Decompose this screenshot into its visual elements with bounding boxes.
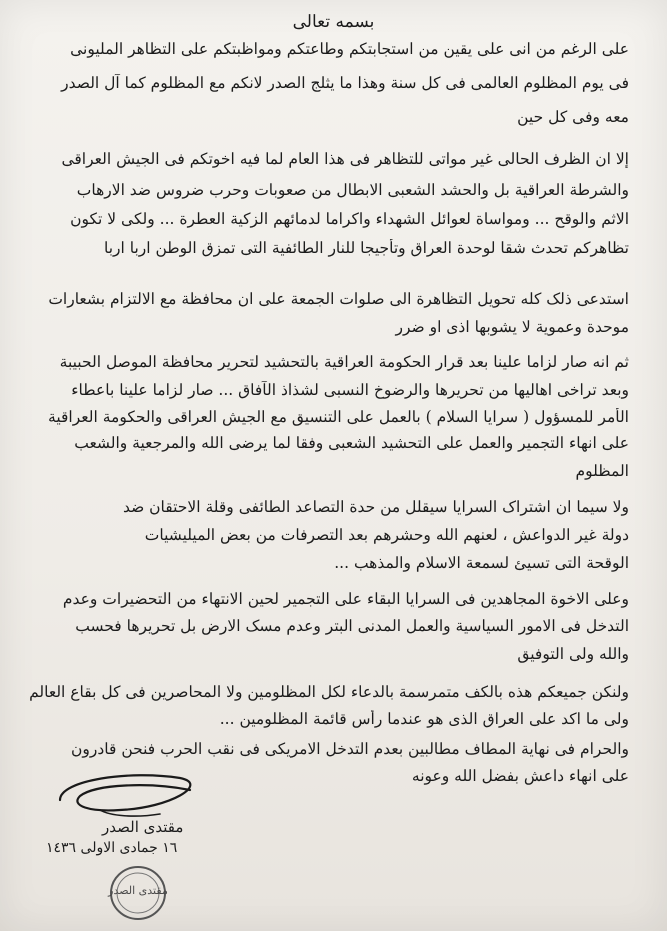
official-seal [108, 864, 168, 922]
signatory-name: مقتدى الصدر [102, 818, 184, 836]
letter-line: دولة غیر الدواعش ، لعنهم الله وحشرهم بعد التصرفات من بعض المیلیشیات [144, 526, 629, 544]
letter-line: ثم انه صار لزاما علینا بعد قرار الحکومة العراقیة بالتحشید لتحریر محافظة الموصل الحبیبة [59, 353, 629, 371]
letter-line: التدخل فی الامور السیاسیة والعمل المدنی البتر وعدم مسک الارض بل تحریرها فحسب [75, 617, 629, 635]
signature-date: ١٦ جمادى الاولى ١٤٣٦ [46, 840, 178, 856]
letter-line: وعلی الاخوة المجاهدین فی السرایا البقاء علی التجمیر لحین الانتهاء من التحضیرات وعدم [62, 590, 629, 608]
letter-line: وبعد تراخی اهالیها من تحریرها والرضوخ النسبی لشذاذ الآفاق ... صار لزاما علینا باعطاء [71, 381, 629, 399]
letter-line: تظاهرکم تحدث شقا لوحدة العراق وتأجیجا للنار الطائفیة التی تمزق الوطن اربا اربا [103, 239, 629, 257]
letter-line: والشرطة العراقیة بل والحشد الشعبی الابطال من صعوبات وحرب ضروس ضد الارهاب [76, 181, 629, 199]
letter-line: المظلوم [575, 462, 629, 480]
letter-line: الوقحة التی تسیئ لسمعة الاسلام والمذهب ... [334, 554, 629, 572]
letter-line: علی الرغم من انی علی یقین من استجابتکم وطاعتکم ومواظبتکم علی التظاهر الملیونی [70, 40, 629, 58]
letter-line: والحرام فی نهایة المطاف مطالبین بعدم التدخل الامریکی فی نقب الحرب فنحن قادرون [71, 740, 629, 758]
letter-line: استدعی ذلک کله تحویل التظاهرة الی صلوات الجمعة علی ان محافظة مع الالتزام بشعارات [48, 290, 629, 308]
letter-heading: بسمه تعالى [292, 12, 375, 32]
letter-line: الأمر للمسؤول ( سرایا السلام ) بالعمل علی التنسیق مع الجیش العراقی والحکومة العراقیة [48, 408, 629, 426]
signature-block [40, 760, 210, 925]
letter-line: فی یوم المظلوم العالمی فی کل سنة وهذا ما یثلج الصدر لانکم مع المظلوم کما آل الصدر [61, 74, 629, 92]
letter-line: ولی ما اکد علی العراق الذی هو عندما رأس قائمة المظلومین ... [219, 710, 629, 728]
seal-text: مقتدى الصدر [108, 884, 168, 897]
letter-line: علی انهاء داعش بفضل الله وعونه [411, 767, 629, 785]
letter-line: موحدة وعموية لا یشوبها اذی او ضرر [395, 318, 629, 336]
letter-line: معه وفی کل حین [517, 108, 629, 126]
letter-line: الاثم والوقح ... ومواساة لعوائل الشهداء واکراما لدمائهم الزکیة العطرة ... ولکی لا تکون [70, 210, 629, 228]
letter-line: إلا ان الظرف الحالی غیر مواتی للتظاهر فی هذا العام لما فیه اخوتکم فی الجیش العراقی [61, 150, 629, 168]
letter-line: ولا سیما ان اشتراک السرایا سیقلل من حدة التصاعد الطائفی وقلة الاحتقان ضد [122, 498, 629, 516]
letter-line: علی انهاء التجمیر والعمل علی التحشید الشعبی وفقا لما یرضی الله والمرجعیة والشعب [74, 434, 629, 452]
letter-line: والله ولی التوفیق [517, 645, 629, 663]
letter-line: ولنکن جمیعکم هذه بالکف متمرسمة بالدعاء لکل المظلومین ولا المحاصرین فی کل بقاع العالم [29, 683, 629, 701]
